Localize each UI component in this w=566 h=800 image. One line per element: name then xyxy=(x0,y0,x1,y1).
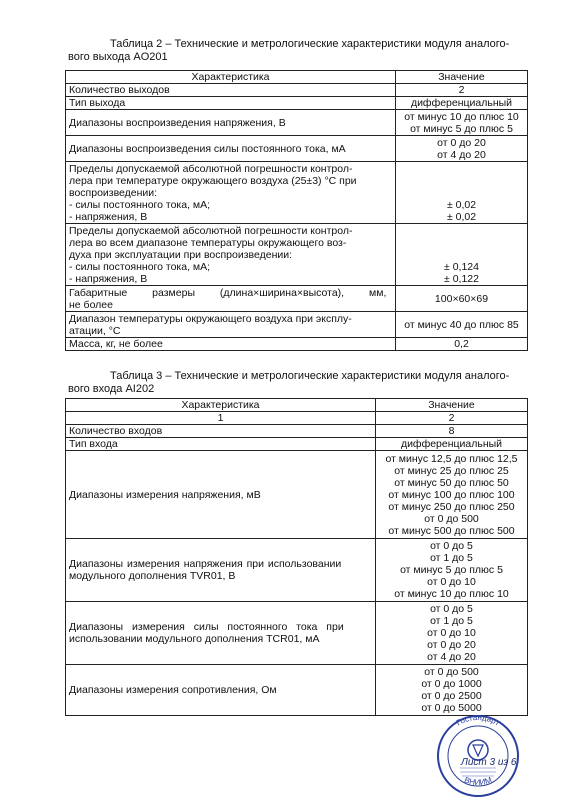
table-row xyxy=(66,438,528,451)
row-value xyxy=(396,136,528,162)
value-line: от минус 50 до плюс 50 xyxy=(394,476,509,489)
header-value: Значение xyxy=(396,71,528,84)
row-label: Диапазоны воспроизведения напряжения, В xyxy=(66,110,396,136)
value-line: ± 0,122 xyxy=(444,273,479,285)
value-line: от минус 5 до плюс 5 xyxy=(410,122,513,135)
label-line: духа при эксплуатации при воспроизведении: xyxy=(69,248,293,261)
header-characteristic: Характеристика xyxy=(66,71,396,84)
table-row xyxy=(66,312,528,338)
value-line: от 0 до 5 xyxy=(430,540,473,552)
table-row xyxy=(66,224,528,286)
table-row xyxy=(66,338,528,351)
row-value: от минус 40 до плюс 85 xyxy=(396,312,528,338)
value-line: от минус 10 до плюс 10 xyxy=(404,110,519,123)
table-row xyxy=(66,97,528,110)
row-label: Масса, кг, не более xyxy=(66,338,396,351)
label-line: Диапазоны измерения напряжения при использовании xyxy=(69,558,342,570)
row-label xyxy=(66,286,396,312)
column-number-row xyxy=(66,412,528,425)
table-row xyxy=(66,425,528,438)
value-line: от 1 до 5 xyxy=(430,552,473,564)
label-line: Диапазон температуры окружающего воздуха при эксплу- xyxy=(69,312,352,325)
stamp-top-text: Гостандарт xyxy=(454,712,502,728)
value-line: ± 0,02 xyxy=(446,211,477,223)
label-line: - напряжения, В xyxy=(69,272,148,285)
value-line: от минус 12,5 до плюс 12,5 xyxy=(385,452,518,465)
table3 xyxy=(65,398,528,716)
certification-stamp xyxy=(432,710,524,798)
value-line: от минус 25 до плюс 25 xyxy=(394,464,509,477)
value-line: от минус 10 до плюс 10 xyxy=(394,588,509,600)
row-label: Диапазоны измерения сопротивления, Ом xyxy=(66,665,376,716)
value-line: от минус 5 до плюс 5 xyxy=(400,564,503,576)
row-value xyxy=(396,110,528,136)
label-line: атации, °С xyxy=(69,324,121,337)
header-value: Значение xyxy=(376,399,528,412)
table-header-row xyxy=(66,71,528,84)
table-row xyxy=(66,162,528,224)
table-row xyxy=(66,286,528,312)
label-line: не более xyxy=(69,298,113,311)
value-line: от 0 до 20 xyxy=(427,639,476,651)
table3-caption xyxy=(68,370,528,396)
column-number-2: 2 xyxy=(376,412,528,425)
row-value: дифференциальный xyxy=(376,438,528,451)
table2-caption-line1: Таблица 2 – Технические и метрологические характеристики модуля аналого- xyxy=(110,38,510,50)
value-line: от минус 100 до плюс 100 xyxy=(388,488,515,501)
row-label xyxy=(66,539,376,602)
value-line: от минус 250 до плюс 250 xyxy=(388,500,515,513)
value-line: от 0 до 5 xyxy=(430,603,473,615)
value-line: от минус 500 до плюс 500 xyxy=(388,524,515,537)
row-label: Тип выхода xyxy=(66,97,396,110)
row-label: Тип входа xyxy=(66,438,376,451)
table-row xyxy=(66,84,528,97)
value-line: от 0 до 10 xyxy=(427,576,476,588)
row-label xyxy=(66,224,396,286)
table3-caption-line1: Таблица 3 – Технические и метрологические характеристики модуля аналого- xyxy=(110,370,510,382)
value-line: от 0 до 5000 xyxy=(421,702,482,714)
label-line: Пределы допускаемой абсолютной погрешности контрол- xyxy=(69,224,353,237)
table-row xyxy=(66,110,528,136)
label-line: Диапазоны измерения силы постоянного тока при xyxy=(69,621,344,633)
row-value: 8 xyxy=(376,425,528,438)
row-value xyxy=(376,539,528,602)
table-row xyxy=(66,136,528,162)
row-label xyxy=(66,312,396,338)
row-value: 2 xyxy=(396,84,528,97)
label-line: - напряжения, В xyxy=(69,210,148,223)
value-line: от 4 до 20 xyxy=(427,651,476,663)
stamp-bottom-text: ВНИИМ xyxy=(463,775,493,787)
value-line: ± 0,124 xyxy=(444,261,479,273)
row-value xyxy=(376,451,528,539)
value-line: от 4 до 20 xyxy=(437,148,486,161)
value-line: от 0 до 2500 xyxy=(421,690,482,702)
label-line: использовании модульного дополнения TCR01, мА xyxy=(69,633,320,645)
header-characteristic: Характеристика xyxy=(66,399,376,412)
value-line: от 0 до 500 xyxy=(424,512,479,525)
row-value: 0,2 xyxy=(396,338,528,351)
value-line: от 0 до 20 xyxy=(437,136,486,149)
sheet-number: Лист 3 из 6 xyxy=(461,757,517,768)
value-line: от 0 до 500 xyxy=(424,666,479,678)
value-line: от 1 до 5 xyxy=(430,615,473,627)
table3-caption-line2: вого входа AI202 xyxy=(68,383,155,395)
value-line: ± 0,02 xyxy=(446,199,477,211)
table-header-row xyxy=(66,399,528,412)
label-line: - силы постоянного тока, мА; xyxy=(69,260,211,273)
value-line: от 0 до 10 xyxy=(427,627,476,639)
table-row xyxy=(66,602,528,665)
row-label xyxy=(66,602,376,665)
value-line: от 0 до 1000 xyxy=(421,678,482,690)
table-row xyxy=(66,665,528,716)
row-label: Количество выходов xyxy=(66,84,396,97)
label-line: Габаритные размеры (длина×ширина×высота), мм, xyxy=(69,286,387,299)
table2 xyxy=(65,70,528,351)
label-line: лера во всем диапазоне температуры окружающего воз- xyxy=(69,236,347,249)
label-line: - силы постоянного тока, мА; xyxy=(69,198,211,211)
row-label: Диапазоны воспроизведения силы постоянного тока, мА xyxy=(66,136,396,162)
row-value: 100×60×69 xyxy=(396,286,528,312)
label-line: лера при температуре окружающего воздуха (25±3) °С при xyxy=(69,174,357,187)
row-label: Количество входов xyxy=(66,425,376,438)
label-line: воспроизведении: xyxy=(69,186,158,199)
column-number-1: 1 xyxy=(66,412,376,425)
row-label: Диапазоны измерения напряжения, мВ xyxy=(66,451,376,539)
label-line: модульного дополнения TVR01, В xyxy=(69,570,236,582)
row-value xyxy=(396,162,528,224)
label-line: Пределы допускаемой абсолютной погрешности контрол- xyxy=(69,162,353,175)
table-row xyxy=(66,451,528,539)
row-label xyxy=(66,162,396,224)
row-value xyxy=(376,602,528,665)
table2-caption-line2: вого выхода AO201 xyxy=(68,51,168,63)
row-value xyxy=(376,665,528,716)
table2-caption xyxy=(68,38,528,64)
row-value: дифференциальный xyxy=(396,97,528,110)
table-row xyxy=(66,539,528,602)
row-value xyxy=(396,224,528,286)
